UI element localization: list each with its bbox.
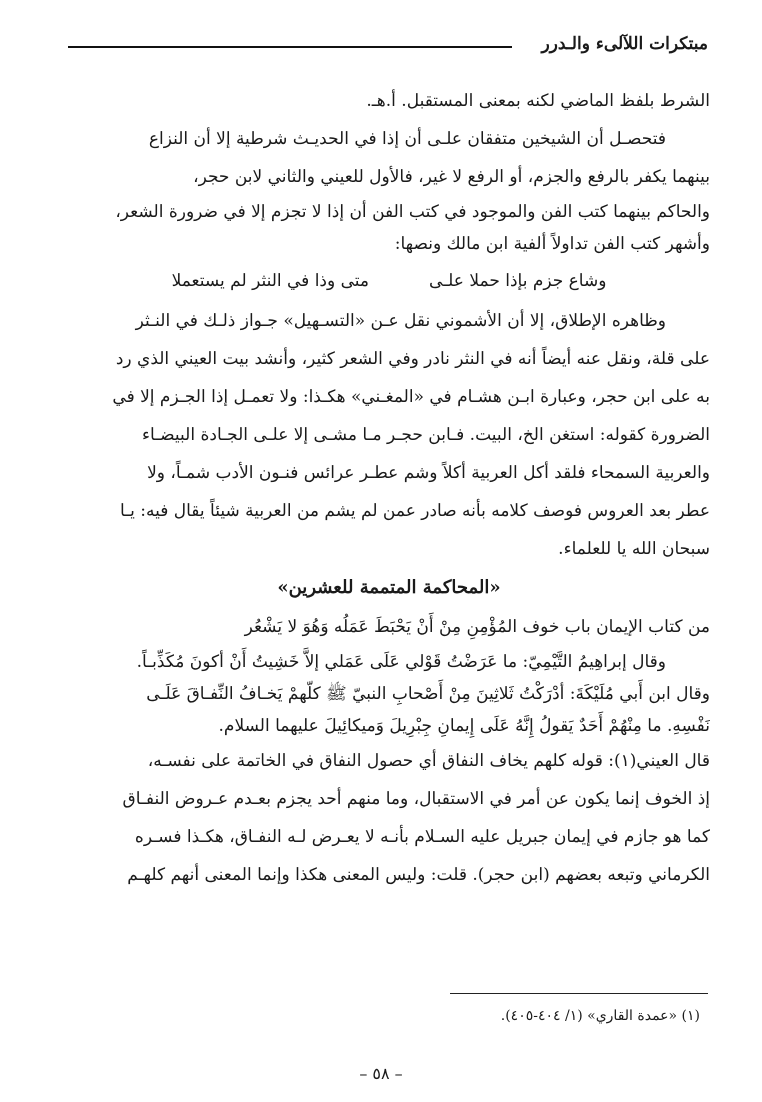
text-line: الضرورة كقوله: استغن الخ، البيت. فـابن حجـر مـا مشـى إلا علـى الجـادة البيضـاء [142,425,710,445]
text-line: والحاكم بينهما كتب الفن والموجود في كتب الفن أن إذا لا تجزم إلا في ضرورة الشعر، [115,202,710,222]
text-line: والعربية السمحاء فلقد أكل العربية أكلاً وشم عطـر عرائس فنـون الأدب شمـاً، ولا [147,463,710,483]
text-line: قال العيني(١): قوله كلهم يخاف النفاق أي حصول النفاق في الخاتمة على نفسـه، [147,751,710,771]
text-line: بينهما يكفر بالرفع والجزم، أو الرفع لا غير، فالأول للعيني والثاني لابن حجر، [193,167,710,187]
text-line: عطر بعد العروس فوصف كلامه بأنه صادر عمن لم يشم من العربية شيئاً يقال فيه: يـا [119,501,710,521]
text-line: إذ الخوف إنما يكون عن أمر في الاستقبال، وما منهم أحد يجزم بعـدم عـروض النفـاق [122,789,710,809]
running-header [68,34,708,58]
section-heading: «المحاكمة المتممة للعشرين» [277,577,501,598]
text-line: وظاهره الإطلاق، إلا أن الأشموني نقل عـن «التسـهيل» جـواز ذلـك في النـثر [135,311,666,331]
header-rule [68,46,512,48]
text-line: فتحصـل أن الشيخين متفقان علـى أن إذا في الحديـث شرطية إلا أن النزاع [148,129,666,149]
main-text [68,82,710,894]
poem-hemistich-second: متى وذا في النثر لم يستعملا [171,271,370,291]
footnote: (١) «عمدة القاري» (١/ ٤٠٤-٤٠٥). [500,1008,700,1024]
page-number: – ٥٨ – [359,1064,403,1083]
text-line: على قلة، ونقل عنه أيضاً أنه في النثر نادر وفي الشعر كثير، وأنشد بيت العيني الذي رد [115,349,710,369]
hadith-line: وقال ابن أَبي مُلَيْكَةَ: أدْرَكْتُ ثَلاثِينَ مِنْ أَصْحابِ النبيّ ﷺ كلّهمْ يَخـافُ النِّفـاقَ عَلَـى [146,684,710,704]
text-line: سبحان الله يا للعلماء. [558,539,710,559]
hadith-line: من كتاب الإيمان باب خوف المُؤْمِنِ مِنْ أَنْ يَحْبَطَ عَمَلُه وَهُوَ لا يَشْعُر [244,617,710,637]
poem-verse [68,260,710,302]
hadith-line: نَفْسِهِ. ما مِنْهُمْ أَحَدٌ يَقولُ إِنَّهُ عَلَى إِيمانِ جِبْرِيلَ وَميكائِيلَ عليهما السلام. [218,716,710,736]
text-line: الكرماني وتبعه بعضهم (ابن حجر). قلت: وليس المعنى هكذا وإنما المعنى أنهم كلهـم [127,865,710,885]
footnote-rule [450,993,708,994]
text-line: الشرط بلفظ الماضي لكنه بمعنى المستقبل. أ.هـ. [366,91,710,111]
header-title: مبتكرات اللآلىء والـدرر [541,34,708,54]
hadith-line: وقال إبراهِيمُ التَّيْمِيّ: ما عَرَضْتُ قَوْلي عَلَى عَمَلي إلاَّ خَشِيتُ أَنْ أكونَ مُكَذِّبـاً. [136,652,666,672]
text-line: كما هو جازم في إيمان جبريل عليه السـلام بأنـه لا يعـرض لـه النفـاق، هكـذا فسـره [134,827,710,847]
text-line: به على ابن حجر، وعبارة ابـن هشـام في «المغـني» هكـذا: ولا تعمـل إذا الجـزم إلا في [112,387,710,407]
poem-hemistich-first: وشاع جزم بإذا حملا علـى [429,271,607,291]
text-line: وأشهر كتب الفن تداولاً ألفية ابن مالك ونصها: [394,234,710,254]
